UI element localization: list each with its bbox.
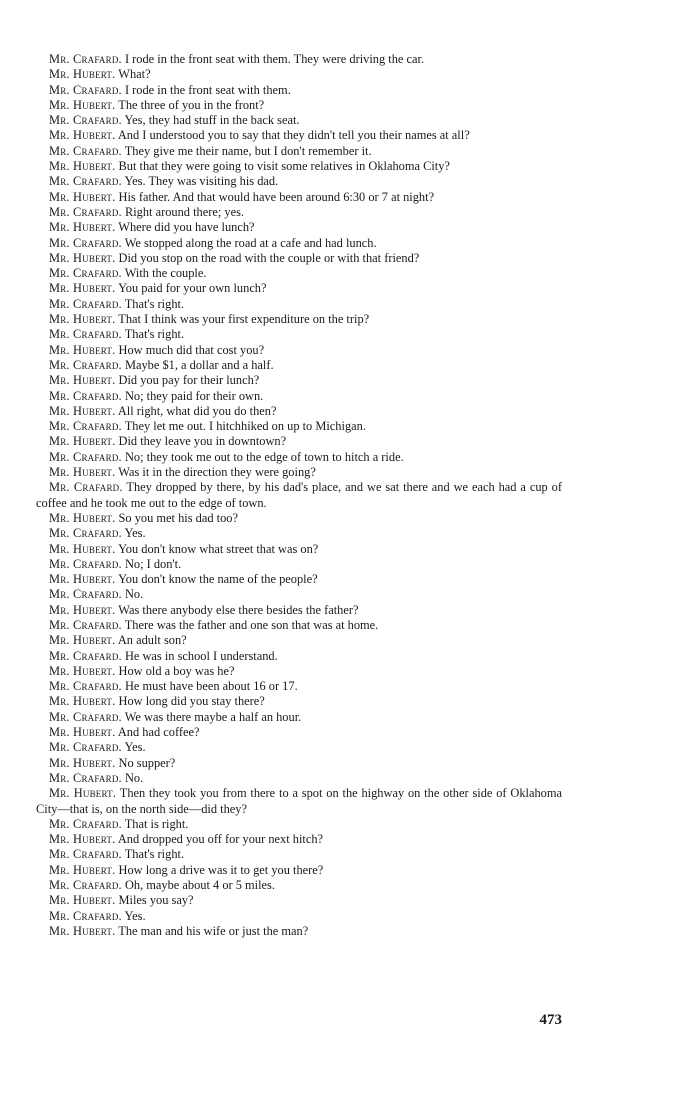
utterance-text: Yes. They was visiting his dad.: [124, 174, 279, 189]
testimony-entry: [36, 373, 562, 388]
utterance-text: Yes.: [124, 740, 146, 755]
utterance-text: That's right.: [124, 327, 185, 342]
testimony-entry: [36, 266, 562, 281]
testimony-entry: [36, 740, 562, 755]
speaker-label: Mr. Hubert.: [49, 541, 116, 556]
speaker-label: Mr. Crafard.: [49, 770, 122, 785]
testimony-entry: [36, 649, 562, 664]
utterance-text: He was in school I understand.: [124, 648, 278, 663]
utterance-text: Did you pay for their lunch?: [118, 373, 260, 388]
testimony-entry: [36, 144, 562, 159]
utterance-text: All right, what did you do then?: [117, 403, 277, 418]
testimony-entry: [36, 450, 562, 465]
speaker-label: Mr. Hubert.: [49, 633, 116, 648]
utterance-text: They let me out. I hitchhiked on up to Michigan.: [124, 419, 366, 434]
utterance-text: I rode in the front seat with them. They were driving the car.: [124, 52, 425, 66]
utterance-text: Yes.: [124, 908, 146, 923]
utterance-text: They dropped by there, by his dad's place, and we sat there and we each had a cup of coffee and he took me out to the edge of town.: [36, 480, 562, 510]
speaker-label: Mr. Crafard.: [49, 587, 122, 602]
speaker-label: Mr. Crafard.: [49, 296, 122, 311]
utterance-text: You paid for your own lunch?: [118, 281, 267, 296]
utterance-text: How old a boy was he?: [118, 663, 235, 678]
testimony-entry: [36, 128, 562, 143]
speaker-label: Mr. Hubert.: [49, 342, 116, 357]
testimony-entry: [36, 572, 562, 587]
utterance-text: We was there maybe a half an hour.: [124, 709, 302, 724]
utterance-text: No.: [124, 587, 144, 602]
speaker-label: Mr. Crafard.: [49, 556, 122, 571]
testimony-entry: [36, 817, 562, 832]
speaker-label: Mr. Crafard.: [49, 143, 122, 158]
testimony-entry: [36, 190, 562, 205]
speaker-label: Mr. Hubert.: [49, 250, 116, 265]
testimony-entry: [36, 389, 562, 404]
testimony-entry: [36, 526, 562, 541]
utterance-text: I rode in the front seat with them.: [124, 82, 291, 97]
utterance-text: No; they took me out to the edge of town to hitch a ride.: [124, 449, 404, 464]
speaker-label: Mr. Hubert.: [49, 220, 116, 235]
speaker-label: Mr. Hubert.: [49, 465, 116, 480]
page-number: 473: [539, 1012, 562, 1028]
speaker-label: Mr. Hubert.: [49, 725, 116, 740]
utterance-text: No supper?: [118, 755, 176, 770]
testimony-entry: [36, 174, 562, 189]
testimony-entry: [36, 159, 562, 174]
testimony-entry: [36, 771, 562, 786]
speaker-label: Mr. Crafard.: [49, 740, 122, 755]
testimony-entry: [36, 404, 562, 419]
testimony-entry: [36, 909, 562, 924]
utterance-text: You don't know the name of the people?: [118, 572, 318, 587]
speaker-label: Mr. Crafard.: [49, 847, 122, 862]
utterance-text: No.: [124, 770, 144, 785]
utterance-text: And had coffee?: [117, 725, 200, 740]
speaker-label: Mr. Crafard.: [49, 82, 122, 97]
testimony-entry: [36, 710, 562, 725]
utterance-text: Maybe $1, a dollar and a half.: [124, 357, 274, 372]
speaker-label: Mr. Hubert.: [49, 510, 116, 525]
testimony-entry: [36, 557, 562, 572]
utterance-text: The three of you in the front?: [118, 97, 265, 112]
utterance-text: How much did that cost you?: [118, 342, 265, 357]
testimony-entry: [36, 205, 562, 220]
testimony-entry: [36, 756, 562, 771]
utterance-text: Was it in the direction they were going?: [118, 465, 316, 480]
utterance-text: And I understood you to say that they didn't tell you their names at all?: [117, 128, 470, 143]
testimony-entry: [36, 312, 562, 327]
speaker-label: Mr. Hubert.: [49, 923, 116, 938]
speaker-label: Mr. Crafard.: [49, 327, 122, 342]
utterance-text: His father. And that would have been around 6:30 or 7 at night?: [118, 189, 435, 204]
testimony-entry: [36, 893, 562, 908]
utterance-text: Yes, they had stuff in the back seat.: [124, 113, 300, 128]
testimony-entry: [36, 832, 562, 847]
speaker-label: Mr. Hubert.: [49, 128, 116, 143]
speaker-label: Mr. Crafard.: [49, 480, 123, 495]
utterance-text: With the couple.: [124, 266, 207, 281]
speaker-label: Mr. Hubert.: [49, 403, 116, 418]
speaker-label: Mr. Hubert.: [49, 281, 116, 296]
speaker-label: Mr. Hubert.: [49, 312, 116, 327]
speaker-label: Mr. Hubert.: [49, 832, 116, 847]
utterance-text: But that they were going to visit some relatives in Oklahoma City?: [118, 159, 450, 174]
speaker-label: Mr. Crafard.: [49, 679, 122, 694]
speaker-label: Mr. Crafard.: [49, 526, 122, 541]
speaker-label: Mr. Hubert.: [49, 572, 116, 587]
testimony-entry: [36, 694, 562, 709]
utterance-text: Was there anybody else there besides the father?: [118, 602, 359, 617]
testimony-entry: [36, 664, 562, 679]
utterance-text: He must have been about 16 or 17.: [124, 679, 298, 694]
speaker-label: Mr. Crafard.: [49, 52, 122, 66]
testimony-entry: [36, 281, 562, 296]
speaker-label: Mr. Crafard.: [49, 388, 122, 403]
speaker-label: Mr. Crafard.: [49, 908, 122, 923]
utterance-text: What?: [118, 67, 151, 82]
speaker-label: Mr. Crafard.: [49, 648, 122, 663]
speaker-label: Mr. Crafard.: [49, 174, 122, 189]
speaker-label: Mr. Crafard.: [49, 235, 122, 250]
utterance-text: Did they leave you in downtown?: [118, 434, 287, 449]
utterance-text: That's right.: [124, 847, 185, 862]
testimony-entry: [36, 358, 562, 373]
speaker-label: Mr. Crafard.: [49, 266, 122, 281]
testimony-entry: [36, 113, 562, 128]
speaker-label: Mr. Crafard.: [49, 449, 122, 464]
testimony-entry: [36, 297, 562, 312]
speaker-label: Mr. Hubert.: [49, 602, 116, 617]
speaker-label: Mr. Hubert.: [49, 786, 117, 801]
speaker-label: Mr. Crafard.: [49, 709, 122, 724]
testimony-entry: [36, 633, 562, 648]
testimony-entry: [36, 511, 562, 526]
utterance-text: Where did you have lunch?: [118, 220, 255, 235]
testimony-entry: [36, 220, 562, 235]
testimony-entry: [36, 343, 562, 358]
speaker-label: Mr. Hubert.: [49, 159, 116, 174]
utterance-text: And dropped you off for your next hitch?: [117, 832, 324, 847]
speaker-label: Mr. Hubert.: [49, 862, 116, 877]
speaker-label: Mr. Crafard.: [49, 617, 122, 632]
speaker-label: Mr. Hubert.: [49, 434, 116, 449]
testimony-entry: [36, 480, 562, 511]
utterance-text: We stopped along the road at a cafe and had lunch.: [124, 235, 377, 250]
testimony-entry: [36, 924, 562, 939]
speaker-label: Mr. Hubert.: [49, 755, 116, 770]
testimony-entry: [36, 434, 562, 449]
testimony-entry: [36, 847, 562, 862]
testimony-entry: [36, 725, 562, 740]
speaker-label: Mr. Crafard.: [49, 878, 122, 893]
testimony-entry: [36, 465, 562, 480]
testimony-entry: [36, 587, 562, 602]
testimony-entry: [36, 251, 562, 266]
testimony-transcript: [36, 52, 562, 939]
speaker-label: Mr. Hubert.: [49, 189, 116, 204]
utterance-text: So you met his dad too?: [118, 510, 238, 525]
utterance-text: There was the father and one son that was at home.: [124, 617, 379, 632]
speaker-label: Mr. Crafard.: [49, 419, 122, 434]
testimony-entry: [36, 67, 562, 82]
speaker-label: Mr. Crafard.: [49, 357, 122, 372]
speaker-label: Mr. Hubert.: [49, 893, 116, 908]
utterance-text: That I think was your first expenditure on the trip?: [118, 312, 370, 327]
utterance-text: You don't know what street that was on?: [118, 541, 319, 556]
speaker-label: Mr. Hubert.: [49, 97, 116, 112]
speaker-label: Mr. Hubert.: [49, 694, 116, 709]
utterance-text: That is right.: [124, 816, 189, 831]
utterance-text: Miles you say?: [118, 893, 194, 908]
utterance-text: How long did you stay there?: [118, 694, 265, 709]
testimony-entry: [36, 83, 562, 98]
testimony-entry: [36, 52, 562, 67]
utterance-text: Yes.: [124, 526, 146, 541]
speaker-label: Mr. Hubert.: [49, 663, 116, 678]
speaker-label: Mr. Crafard.: [49, 816, 122, 831]
testimony-entry: [36, 542, 562, 557]
speaker-label: Mr. Crafard.: [49, 204, 122, 219]
testimony-entry: [36, 679, 562, 694]
utterance-text: An adult son?: [117, 633, 187, 648]
testimony-entry: [36, 878, 562, 893]
testimony-entry: [36, 603, 562, 618]
testimony-entry: [36, 863, 562, 878]
testimony-entry: [36, 618, 562, 633]
utterance-text: Oh, maybe about 4 or 5 miles.: [124, 878, 275, 893]
utterance-text: No; they paid for their own.: [124, 388, 264, 403]
utterance-text: That's right.: [124, 296, 185, 311]
speaker-label: Mr. Crafard.: [49, 113, 122, 128]
utterance-text: They give me their name, but I don't remember it.: [124, 143, 372, 158]
speaker-label: Mr. Hubert.: [49, 373, 116, 388]
utterance-text: How long a drive was it to get you there?: [118, 862, 324, 877]
utterance-text: Right around there; yes.: [124, 204, 244, 219]
speaker-label: Mr. Hubert.: [49, 67, 116, 82]
utterance-text: The man and his wife or just the man?: [118, 923, 309, 938]
utterance-text: No; I don't.: [124, 556, 182, 571]
testimony-entry: [36, 327, 562, 342]
utterance-text: Did you stop on the road with the couple or with that friend?: [118, 250, 420, 265]
testimony-entry: [36, 98, 562, 113]
utterance-text: Then they took you from there to a spot on the highway on the other side of Oklahoma City—that is, on the north side—did they?: [36, 786, 562, 816]
testimony-entry: [36, 419, 562, 434]
testimony-entry: [36, 236, 562, 251]
testimony-entry: [36, 786, 562, 817]
